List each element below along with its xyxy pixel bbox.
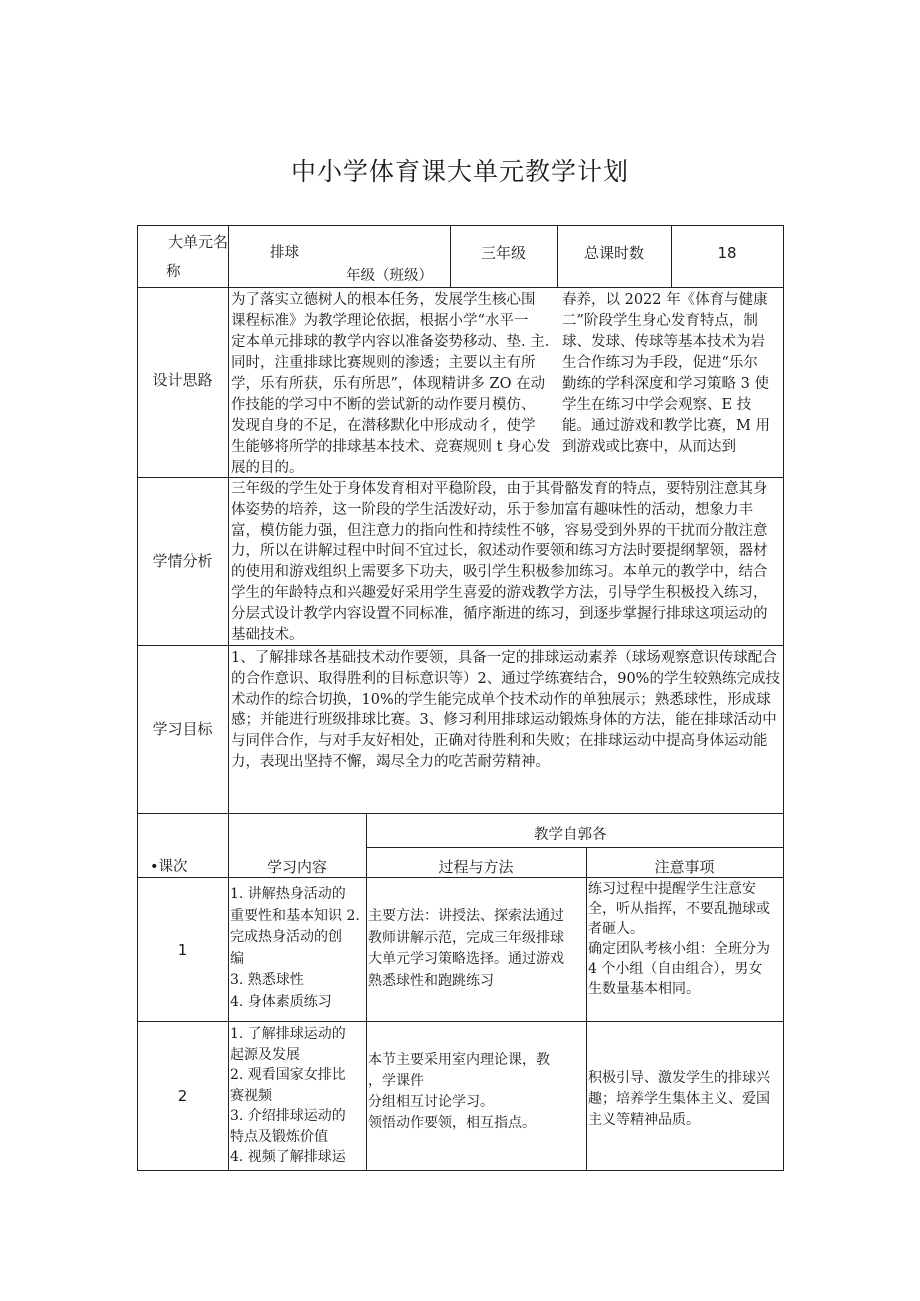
unit-name-label-line2: 称 bbox=[166, 264, 181, 280]
design-left-line: 同时，注重排球比赛规则的渗透；主要以主有所 bbox=[231, 355, 536, 371]
design-text-right bbox=[562, 290, 782, 458]
notes-header: 注意事项 bbox=[654, 858, 715, 876]
content-line: 1. 了解排球运动的 bbox=[230, 1026, 346, 1042]
design-right-line: 生合作练习为手段，促进“乐尔 bbox=[562, 355, 758, 371]
notes-line: 4 个小组（自由组合），男女 bbox=[588, 961, 763, 977]
notes-line: 积极引导、激发学生的排球兴 bbox=[588, 1070, 770, 1086]
notes-line: 者砸人。 bbox=[588, 921, 644, 937]
content-line: 2. 观看国家女排比 bbox=[230, 1067, 346, 1083]
design-left-line: 学，乐有所获，乐有所思”，体现精讲多 ZO 在动 bbox=[231, 376, 546, 392]
design-left-line: 展的目的。 bbox=[231, 460, 304, 476]
teaching-group-header: 教学自郭各 bbox=[534, 827, 607, 843]
process-line: 领悟动作要领，相互指点。 bbox=[368, 1115, 536, 1131]
content-line: 3. 介绍排球运动的 bbox=[230, 1108, 346, 1124]
content-line: 1. 讲解热身活动的 bbox=[230, 886, 346, 902]
process-line: 大单元学习策略选择。通过游戏 bbox=[368, 951, 564, 967]
lesson-content bbox=[230, 1024, 366, 1168]
total-hours-label: 总课时数 bbox=[583, 244, 644, 262]
process-line: 教师讲解示范，完成三年级排球 bbox=[368, 929, 564, 946]
lesson-process bbox=[368, 906, 586, 992]
content-line: 4. 视频了解排球运 bbox=[230, 1149, 346, 1165]
design-left-line: 生能够将所学的排球基本技术、竞赛规则 t 身心发 bbox=[231, 439, 551, 455]
lesson-notes bbox=[588, 879, 783, 999]
grade-value: 三年级 bbox=[480, 244, 526, 262]
lesson-notes bbox=[588, 1068, 783, 1131]
lesson-number: 2 bbox=[177, 1087, 188, 1105]
process-line: 熟悉球性和跑跳练习 bbox=[368, 972, 494, 989]
design-left-line: 定本单元排球的教学内容以准备姿势移动、垫. 主. bbox=[231, 334, 550, 350]
design-left-line: 作技能的学习中不断的尝试新的动作要月模仿、 bbox=[231, 397, 536, 413]
design-label: 设计思路 bbox=[152, 371, 213, 389]
lesson-number: 1 bbox=[177, 941, 188, 959]
content-line: 4. 身体素质练习 bbox=[230, 993, 332, 1010]
design-right-line: 到游戏或比赛中，从而达到 bbox=[562, 439, 736, 455]
situation-label: 学情分析 bbox=[152, 552, 213, 570]
total-hours-value: 18 bbox=[717, 244, 737, 262]
page-title: 中小学体育课大单元教学计划 bbox=[290, 157, 629, 186]
content-line: 特点及锻炼价值 bbox=[230, 1128, 328, 1145]
content-line: 完成热身活动的创 bbox=[230, 929, 342, 945]
lesson-content bbox=[230, 884, 366, 1013]
notes-line: 主义等精神品质。 bbox=[588, 1112, 700, 1128]
content-line: 3. 熟悉球性 bbox=[230, 972, 304, 988]
design-left-line: 课程标准》为教学理论依据，根据小学“水平一 bbox=[231, 313, 529, 329]
design-text-left bbox=[231, 290, 561, 479]
content-line: 起源及发展 bbox=[230, 1046, 300, 1063]
process-line: ，学课件 bbox=[368, 1073, 424, 1089]
process-header: 过程与方法 bbox=[438, 858, 514, 876]
lesson-process bbox=[368, 1050, 586, 1134]
design-right-line: 球、发球、传球等基本技术为岩 bbox=[562, 334, 765, 350]
design-left-line: 发现自身的不足，在潜移默化中形成动彳，使学 bbox=[231, 418, 536, 434]
design-right-line: 勤练的学科深度和学习策略 3 使 bbox=[562, 376, 769, 392]
content-header: 学习内容 bbox=[266, 858, 327, 876]
unit-name-value: 排球 bbox=[270, 245, 299, 261]
design-right-line: 春养，以 2022 年《体育与健康 bbox=[562, 292, 768, 308]
notes-line: 生数量基本相同。 bbox=[588, 981, 700, 997]
process-line: 主要方法：讲授法、探索法通过 bbox=[368, 908, 564, 924]
content-line: 重要性和基本知识 2. bbox=[230, 907, 360, 924]
notes-line: 趣；培养学生集体主义、爱国 bbox=[588, 1091, 770, 1107]
design-right-line: 能。通过游戏和教学比赛，M 用 bbox=[562, 418, 770, 434]
content-line: 赛视频 bbox=[230, 1087, 272, 1104]
grade-label: 年级（班级） bbox=[346, 268, 433, 284]
content-line: 编 bbox=[230, 950, 244, 967]
notes-line: 确定团队考核小组：全班分为 bbox=[588, 941, 770, 957]
design-left-line: 为了落实立德树人的根本任务，发展学生核心围 bbox=[231, 292, 536, 308]
situation-text: 三年级的学生处于身体发育相对平稳阶段，由于其骨骼发育的特点，要特别注意其身体姿势的培养，这一阶段的学生活泼好动，乐于参加富有趣味性的活动，想象力丰富，模仿能力强，但注意力的指向性和持续性不够，容易受到外界的干扰而分散注意力，所以在讲解过程中时间不宜过长，叙述动作要领和练习方法时要提纲挈领，器材的使用和游戏组织上需要多下功夫，吸引学生积极参加练习。本单元的教学中，结合学生的年龄特点和兴趣爱好采用学生喜爱的游戏教学方法，引导学生积极投入练习，分层式设计教学内容设置不同标准，循序渐进的练习，到逐步掌握行排球这项运动的基础技术。 bbox=[231, 481, 768, 643]
objectives-text: 1、了解排球各基础技术动作要领，具备一定的排球运动素养（球场观察意识传球配合的合作意识、取得胜利的目标意识等）2、通过学练赛结合，90%的学生较熟练完成技术动作的综合切换，10%的学生能完成单个技术动作的单独展示；熟悉球性，形成球感；并能进行班级排球比赛。3、修习利用排球运动锻炼身体的方法，能在排球活动中与同伴合作，与对手友好相处，正确对待胜利和失败；在排球运动中提高身体运动能力，表现出坚持不懈，竭尽全力的吃苦耐劳精神。 bbox=[231, 650, 780, 770]
design-right-line: 学生在练习中学会观察、E 技 bbox=[562, 397, 752, 413]
design-right-line: 二”阶段学生身心发育特点，制 bbox=[562, 313, 758, 329]
objectives-label: 学习目标 bbox=[152, 720, 213, 738]
notes-line: 练习过程中提醒学生注意安 bbox=[588, 881, 756, 897]
process-line: 本节主要采用室内理论课，教 bbox=[368, 1052, 550, 1068]
notes-line: 全，听从指挥，不要乱抛球或 bbox=[588, 901, 770, 917]
unit-name-label-line1: 大单元名 bbox=[167, 233, 228, 251]
process-line: 分组相互讨论学习。 bbox=[368, 1094, 494, 1110]
lesson-number-header: •课次 bbox=[150, 859, 188, 875]
